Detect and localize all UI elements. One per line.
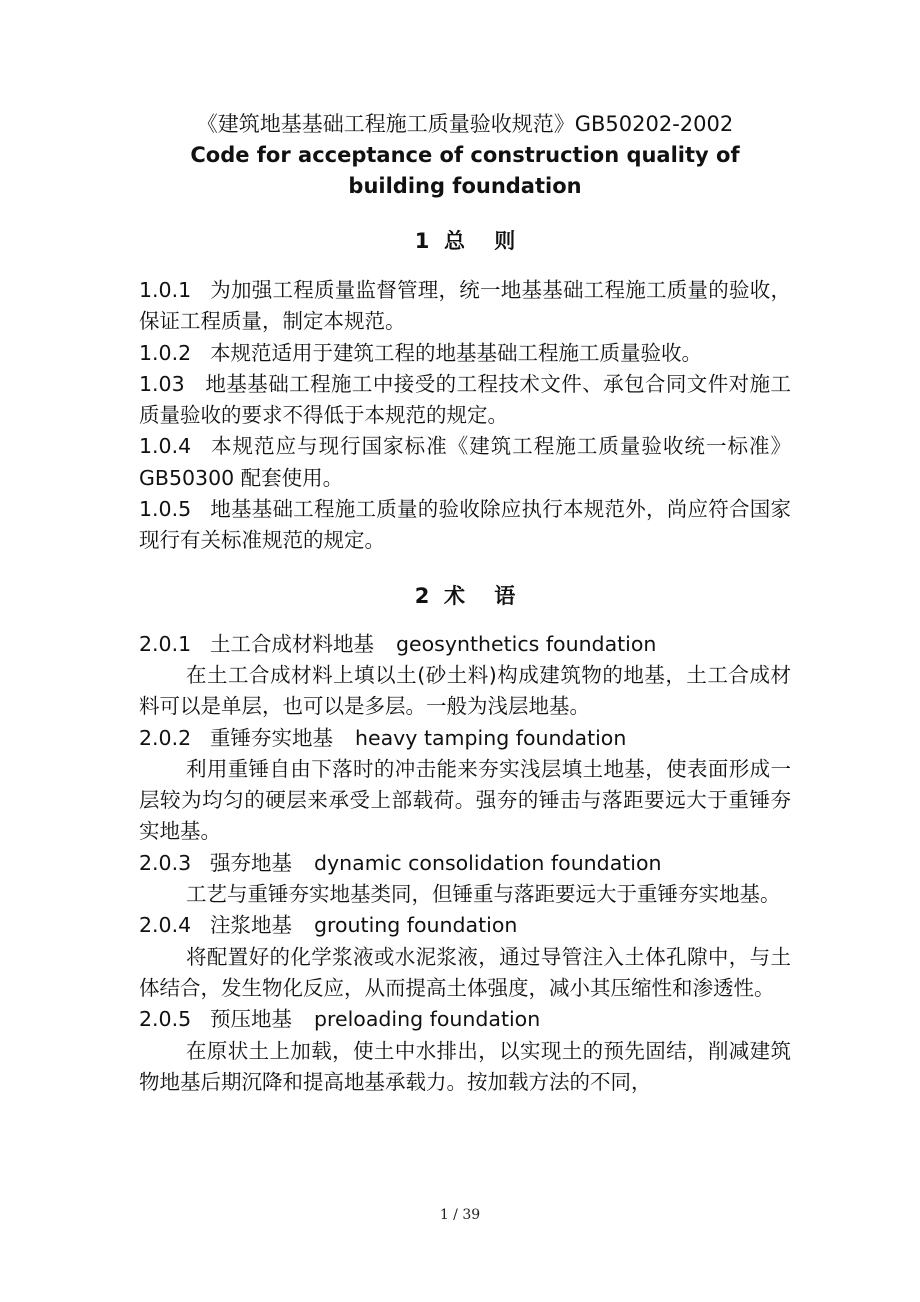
- clause-1-0-1: [139, 275, 791, 338]
- term-2-0-4: [139, 910, 791, 941]
- term-definition: 将配置好的化学浆液或水泥浆液，通过导管注入土体孔隙中，与土体结合，发生物化反应，从而提高土体强度，减小其压缩性和渗透性。: [139, 944, 791, 1000]
- term-2-0-3: [139, 848, 791, 879]
- term-definition: 在土工合成材料上填以土(砂土料)构成建筑物的地基，土工合成材料可以是单层，也可以是多层。一般为浅层地基。: [139, 662, 791, 719]
- page-content: [139, 108, 791, 1098]
- term-number: 2.0.3: [139, 850, 192, 875]
- term-name-chinese: 强夯地基: [210, 850, 292, 875]
- term-name-chinese: 预压地基: [210, 1007, 292, 1032]
- clause-number: 1.0.5: [139, 497, 192, 522]
- clause-text: 本规范适用于建筑工程的地基基础工程施工质量验收。: [210, 340, 702, 365]
- term-definition: 工艺与重锤夯实地基类同，但锤重与落距要远大于重锤夯实地基。: [186, 882, 781, 907]
- term-number: 2.0.2: [139, 725, 192, 750]
- term-2-0-1: [139, 629, 791, 660]
- clause-1-0-4: [139, 431, 791, 494]
- term-number: 2.0.4: [139, 913, 192, 938]
- clause-text: 为加强工程质量监督管理，统一地基基础工程施工质量的验收，保证工程质量，制定本规范。: [139, 278, 791, 334]
- term-2-0-5: [139, 1004, 791, 1035]
- term-name-english: heavy tamping foundation: [355, 725, 627, 750]
- term-name-english: dynamic consolidation foundation: [314, 850, 662, 875]
- clause-number: 1.03: [139, 371, 185, 396]
- term-definition: 在原状土上加载，使土中水排出，以实现土的预先固结，削减建筑物地基后期沉降和提高地基承载力。按加载方法的不同，: [139, 1038, 791, 1094]
- term-name-chinese: 土工合成材料地基: [210, 631, 374, 656]
- clause-1-0-2: [139, 338, 791, 369]
- clause-text: 本规范应与现行国家标准《建筑工程施工质量验收统一标准》GB50300 配套使用。: [139, 434, 791, 490]
- term-name-chinese: 注浆地基: [210, 913, 292, 938]
- document-title-chinese: 《建筑地基基础工程施工质量验收规范》GB50202-2002: [196, 112, 734, 136]
- term-name-english: geosynthetics foundation: [396, 631, 657, 656]
- term-number: 2.0.1: [139, 631, 192, 656]
- term-name-english: preloading foundation: [314, 1007, 541, 1032]
- clause-text: 地基基础工程施工中接受的工程技术文件、承包合同文件对施工质量验收的要求不得低于本规范的规定。: [139, 371, 791, 428]
- section-heading-general: 1 总 则: [414, 229, 516, 253]
- clause-text: 地基基础工程施工质量的验收除应执行本规范外，尚应符合国家现行有关标准规范的规定。: [139, 497, 791, 553]
- clause-1-03: [139, 369, 791, 432]
- term-number: 2.0.5: [139, 1007, 192, 1032]
- section-heading-terms: 2 术 语: [414, 583, 516, 608]
- term-2-0-2: [139, 723, 791, 754]
- term-name-english: grouting foundation: [314, 913, 518, 938]
- term-name-chinese: 重锤夯实地基: [210, 725, 333, 750]
- clause-number: 1.0.4: [139, 434, 192, 459]
- clause-1-0-5: [139, 494, 791, 557]
- clause-number: 1.0.1: [139, 278, 192, 302]
- clause-number: 1.0.2: [139, 340, 192, 365]
- page-indicator: 1 / 39: [439, 1207, 481, 1223]
- term-definition: 利用重锤自由下落时的冲击能来夯实浅层填土地基，使表面形成一层较为均匀的硬层来承受上部载荷。强夯的锤击与落距要远大于重锤夯实地基。: [139, 756, 791, 844]
- document-title-english: Code for acceptance of construction quality of building foundation: [190, 143, 740, 198]
